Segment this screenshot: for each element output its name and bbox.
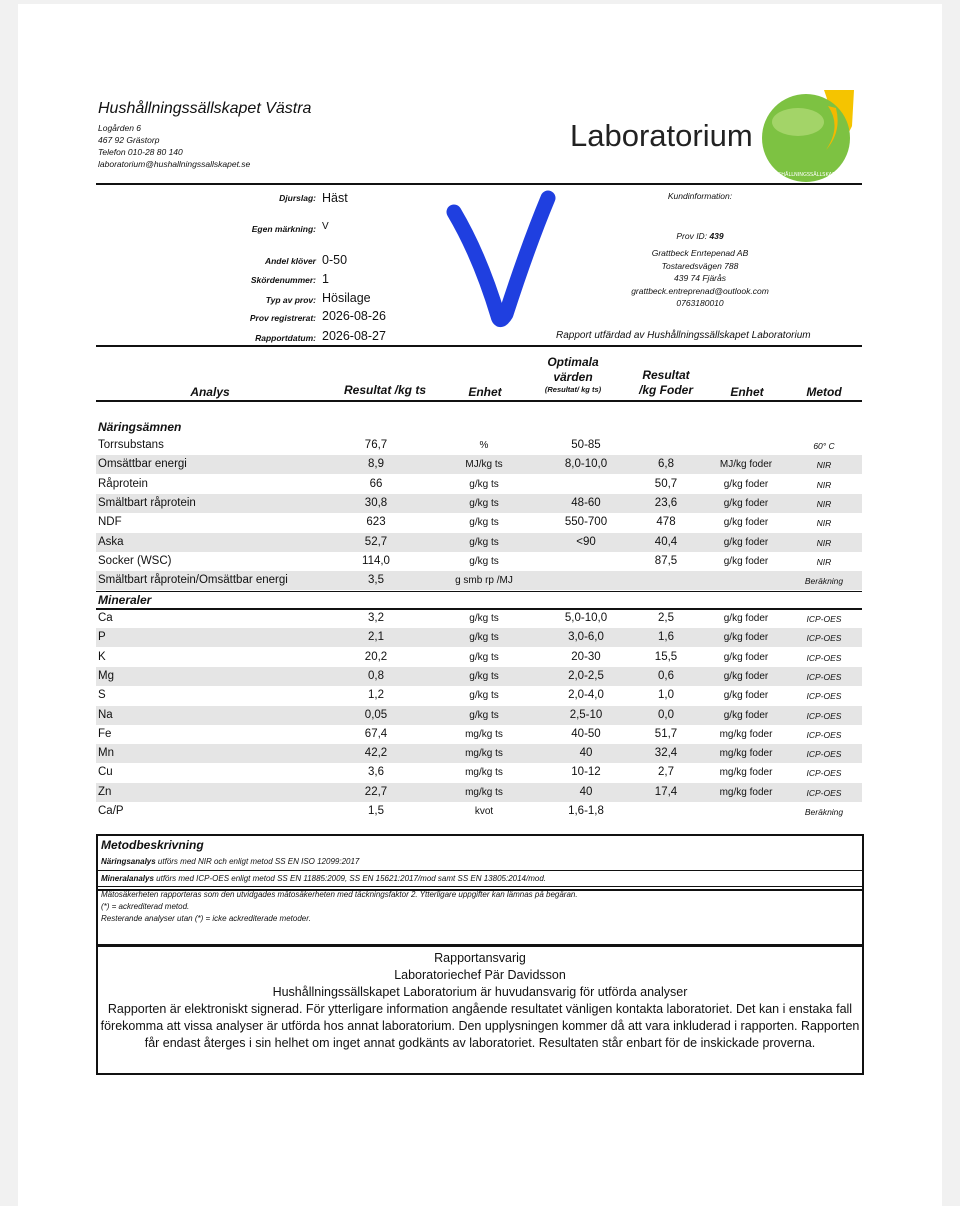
cell-opt: 20-30: [571, 650, 601, 663]
cell-name: NDF: [98, 516, 122, 529]
table-row: [96, 552, 862, 571]
cell-per: 478: [656, 516, 676, 529]
cell-name: Omsättbar energi: [98, 458, 187, 471]
table-header-divider: [96, 400, 862, 402]
cell-per: 0,6: [658, 669, 674, 682]
method-notes: Mätosäkerheten rapporteras som den utvidgades mätosäkerheten med täckningsfaktor 2. Ytterligare uppgifter kan lämnas på begäran. (*) = ackrediterad metod. Resterande analyser utan (*) = icke ackrediterade metoder.: [101, 890, 578, 923]
footer-disclaimer: Rapporten är elektroniskt signerad. För ytterligare information angående resultatet vänligen kontakta laboratoriet. Det kan i enstaka fall förekomma att vissa analyser är utförda hos annat laboratorium. Den upplysningen kommer då att vara inkluderad i rapporten. Rapporten får endast återges i sin helhet om inget annat godkänts av laboratoriet. Resultaten står enbart för de inskickade proverna.: [100, 1002, 860, 1050]
cell-res: 3,2: [368, 612, 384, 624]
cell-unit: mg/kg ts: [465, 748, 503, 760]
djurslag-label: Djurslag:: [279, 193, 316, 203]
cell-unit2: mg/kg foder: [719, 728, 773, 740]
cell-per: 2,5: [658, 612, 674, 624]
cell-opt: 48-60: [571, 496, 601, 509]
org-address: Logården 6 467 92 Grästorp Telefon 010-28 80 140 laboratorium@hushallningssallskapet.se: [98, 123, 251, 169]
cell-meth: NIR: [816, 537, 832, 548]
cell-unit2: g/kg foder: [723, 690, 769, 702]
table-row: [96, 802, 862, 821]
table-row: [96, 436, 862, 455]
cell-res: 8,9: [368, 458, 384, 471]
table-row: [96, 455, 862, 474]
djurslag-value: Häst: [322, 191, 348, 205]
issued-by: Rapport utfärdad av Hushållningssällskapet Laboratorium: [556, 330, 811, 341]
cell-opt: 2,5-10: [569, 708, 603, 721]
table-row: [96, 533, 862, 552]
typ-value: Hösilage: [322, 291, 371, 305]
cell-res: 1,2: [368, 689, 384, 702]
cell-res: 3,6: [368, 766, 384, 779]
cell-unit: g/kg ts: [469, 632, 499, 644]
cell-res: 3,5: [368, 574, 384, 587]
cell-res: 52,7: [364, 535, 388, 548]
cell-unit: g/kg ts: [469, 690, 499, 702]
rapportdatum-label: Rapportdatum:: [255, 333, 316, 343]
cell-opt: 40: [579, 747, 593, 760]
cell-res: 20,2: [364, 650, 388, 663]
cell-unit: kvot: [474, 806, 494, 817]
cell-name: Socker (WSC): [98, 554, 172, 567]
section-mineraler: Mineraler: [98, 593, 152, 607]
lab-logo: [758, 86, 860, 182]
cell-unit2: g/kg foder: [723, 670, 769, 682]
cell-name: K: [98, 650, 106, 663]
registrerat-value: 2026-08-26: [322, 309, 386, 323]
cell-name: S: [98, 689, 106, 702]
table-row: [96, 609, 862, 628]
cell-per: 50,7: [654, 477, 678, 490]
skorde-label: Skördenummer:: [250, 275, 316, 285]
cell-unit: mg/kg ts: [465, 786, 503, 798]
svg-text:HUSHÅLLNINGSSÄLLSKAPET: HUSHÅLLNINGSSÄLLSKAPET: [770, 172, 842, 178]
cell-res: 30,8: [364, 496, 388, 509]
cell-unit2: mg/kg foder: [719, 767, 773, 779]
cell-meth: ICP-OES: [806, 614, 842, 624]
table-row: [96, 475, 862, 494]
cell-res: 67,4: [364, 727, 388, 740]
cell-res: 623: [366, 516, 386, 529]
cell-meth: NIR: [816, 460, 832, 471]
cell-name: Zn: [98, 785, 112, 798]
cell-per: 17,4: [654, 785, 678, 798]
cell-unit2: g/kg foder: [723, 632, 769, 644]
typ-label: Typ av prov:: [265, 295, 316, 305]
egen-label: Egen märkning:: [251, 224, 316, 234]
cell-meth: ICP-OES: [806, 652, 842, 663]
mineraler-divider-top: [96, 591, 862, 592]
col-resultat-foder: Resultat /kg Foder: [638, 368, 693, 397]
cell-unit: g/kg ts: [469, 478, 499, 490]
table-row: [96, 667, 862, 686]
cell-unit2: g/kg foder: [723, 517, 769, 529]
cell-res: 0,8: [368, 669, 384, 682]
cell-name: Mn: [98, 747, 114, 760]
cell-opt: 550-700: [564, 516, 608, 529]
cell-meth: Beräkning: [804, 807, 844, 817]
cell-name: Fe: [98, 727, 112, 740]
cell-opt: 40: [579, 785, 593, 798]
cell-unit: g/kg ts: [469, 536, 499, 548]
cell-meth: 60° C: [813, 441, 835, 451]
cell-name: Cu: [98, 766, 113, 779]
method-mineral: Mineralanalys utförs med ICP-OES enligt metod SS EN 11885:2009, SS EN 15621:2017/mod samt SS EN 13805:2014/mod.: [101, 874, 546, 883]
signature-box: [96, 944, 864, 1075]
cell-res: 0,05: [364, 708, 388, 721]
section-naringsamnen: Näringsämnen: [98, 420, 182, 434]
andel-label: Andel klöver: [264, 256, 316, 266]
notes-box: [96, 886, 864, 947]
table-row: [96, 571, 862, 590]
table-row: [96, 763, 862, 782]
cell-unit: g/kg ts: [469, 709, 499, 721]
kundinfo-title: Kundinformation:: [667, 191, 733, 201]
cell-res: 2,1: [368, 631, 384, 644]
cell-meth: ICP-OES: [806, 710, 842, 721]
cell-opt: 2,0-2,5: [568, 669, 604, 682]
cell-per: 15,5: [654, 650, 678, 663]
footer-rapportansvarig: Rapportansvarig: [434, 951, 526, 965]
cell-meth: ICP-OES: [806, 729, 842, 740]
skorde-value: 1: [322, 272, 329, 286]
cell-per: 0,0: [658, 708, 674, 721]
cell-unit2: g/kg foder: [723, 651, 769, 663]
cell-per: 32,4: [654, 747, 678, 760]
cell-name: Mg: [98, 669, 114, 682]
cell-meth: NIR: [816, 498, 832, 509]
cell-meth: NIR: [816, 518, 832, 529]
cell-per: 23,6: [654, 496, 678, 509]
cell-opt: 5,0-10,0: [564, 612, 608, 624]
cell-opt: 3,0-6,0: [568, 631, 604, 644]
cell-res: 76,7: [364, 439, 388, 451]
cell-per: 1,0: [658, 689, 674, 702]
cell-name: Ca: [98, 612, 113, 624]
cell-opt: 8,0-10,0: [564, 458, 608, 471]
cell-opt: <90: [576, 535, 596, 548]
footer-ansvar: Hushållningssällskapet Laboratorium är huvudansvarig för utförda analyser: [272, 985, 688, 999]
cell-res: 66: [369, 477, 383, 490]
cell-meth: NIR: [816, 479, 832, 490]
cell-opt: 50-85: [571, 439, 601, 451]
cell-name: Aska: [98, 535, 124, 548]
table-row: [96, 628, 862, 647]
cell-unit2: mg/kg foder: [719, 748, 773, 760]
cell-unit: g/kg ts: [469, 497, 499, 509]
cell-name: Na: [98, 708, 113, 721]
cell-per: 51,7: [654, 727, 678, 740]
cell-unit2: g/kg foder: [723, 536, 769, 548]
cell-opt: 40-50: [571, 727, 601, 740]
cell-name: Smältbart råprotein/Omsättbar energi: [98, 574, 288, 587]
cell-name: Torrsubstans: [98, 439, 164, 451]
registrerat-label: Prov registrerat:: [249, 313, 316, 323]
cell-meth: Beräkning: [804, 576, 844, 587]
cell-unit2: g/kg foder: [723, 709, 769, 721]
cell-unit2: g/kg foder: [723, 497, 769, 509]
cell-unit: g/kg ts: [469, 517, 499, 529]
cell-name: Ca/P: [98, 805, 124, 817]
table-row: [96, 706, 862, 725]
cell-unit: mg/kg ts: [465, 767, 503, 779]
cell-unit: g/kg ts: [469, 555, 499, 567]
method-box: [96, 834, 864, 891]
cell-unit2: MJ/kg foder: [719, 459, 773, 471]
table-row: [96, 725, 862, 744]
handwritten-v-mark: [440, 186, 570, 341]
cell-meth: ICP-OES: [806, 787, 842, 798]
lab-title: Laboratorium: [570, 118, 753, 153]
cell-meth: NIR: [816, 556, 832, 567]
cell-meth: ICP-OES: [806, 749, 842, 760]
col-optimala: Optimala värden (Resultat/ kg ts): [544, 355, 602, 394]
cell-unit: g/kg ts: [469, 670, 499, 682]
cell-per: 87,5: [654, 554, 678, 567]
method-naring: Näringsanalys utförs med NIR och enligt metod SS EN ISO 12099:2017: [101, 857, 360, 866]
table-row: [96, 513, 862, 532]
prov-id: Prov ID: 439: [676, 231, 724, 241]
cell-per: 1,6: [658, 631, 674, 644]
cell-opt: 1,6-1,8: [568, 805, 604, 817]
org-name: Hushållningssällskapet Västra: [98, 100, 312, 117]
col-enhet: Enhet: [468, 385, 502, 399]
cell-name: P: [98, 631, 106, 644]
cell-res: 114,0: [362, 554, 390, 567]
cell-unit: g smb rp /MJ: [455, 575, 513, 587]
cell-unit2: g/kg foder: [723, 478, 769, 490]
table-row: [96, 648, 862, 667]
method-title: Metodbeskrivning: [101, 838, 204, 852]
table-row: [96, 744, 862, 763]
cell-res: 22,7: [364, 785, 388, 798]
cell-meth: ICP-OES: [806, 768, 842, 779]
cell-meth: ICP-OES: [806, 633, 842, 644]
rapportdatum-value: 2026-08-27: [322, 329, 386, 343]
egen-value: V: [322, 221, 329, 232]
cell-unit: %: [479, 440, 489, 451]
table-row: [96, 686, 862, 705]
cell-unit: g/kg ts: [469, 651, 499, 663]
cell-res: 42,2: [364, 747, 388, 760]
fields-divider: [96, 345, 862, 347]
customer-address: Grattbeck Enrtepenad AB Tostaredsvägen 788 439 74 Fjärås grattbeck.entreprenad@outlook.com 0763180010: [631, 248, 769, 308]
cell-name: Råprotein: [98, 477, 148, 490]
cell-unit: mg/kg ts: [465, 728, 503, 740]
andel-value: 0-50: [322, 253, 348, 267]
cell-per: 2,7: [658, 766, 674, 779]
cell-unit: MJ/kg ts: [465, 459, 503, 471]
header-divider: [96, 183, 862, 185]
table-row: [96, 494, 862, 513]
col-resultat: Resultat /kg ts: [343, 383, 427, 397]
col-analys: Analys: [190, 385, 230, 399]
cell-per: 6,8: [658, 458, 674, 471]
cell-meth: ICP-OES: [806, 671, 842, 682]
col-metod: Metod: [806, 385, 842, 399]
cell-unit2: g/kg foder: [723, 613, 769, 624]
col-enhet-foder: Enhet: [730, 385, 764, 399]
cell-unit2: mg/kg foder: [719, 786, 773, 798]
cell-name: Smältbart råprotein: [98, 496, 196, 509]
table-row: [96, 783, 862, 802]
cell-meth: ICP-OES: [806, 691, 842, 702]
cell-unit: g/kg ts: [469, 613, 499, 624]
cell-opt: 10-12: [571, 766, 601, 779]
cell-per: 40,4: [654, 535, 678, 548]
cell-res: 1,5: [368, 805, 384, 817]
cell-unit2: g/kg foder: [723, 555, 769, 567]
footer-labchef: Laboratoriechef Pär Davidsson: [394, 968, 566, 982]
cell-opt: 2,0-4,0: [568, 689, 604, 702]
